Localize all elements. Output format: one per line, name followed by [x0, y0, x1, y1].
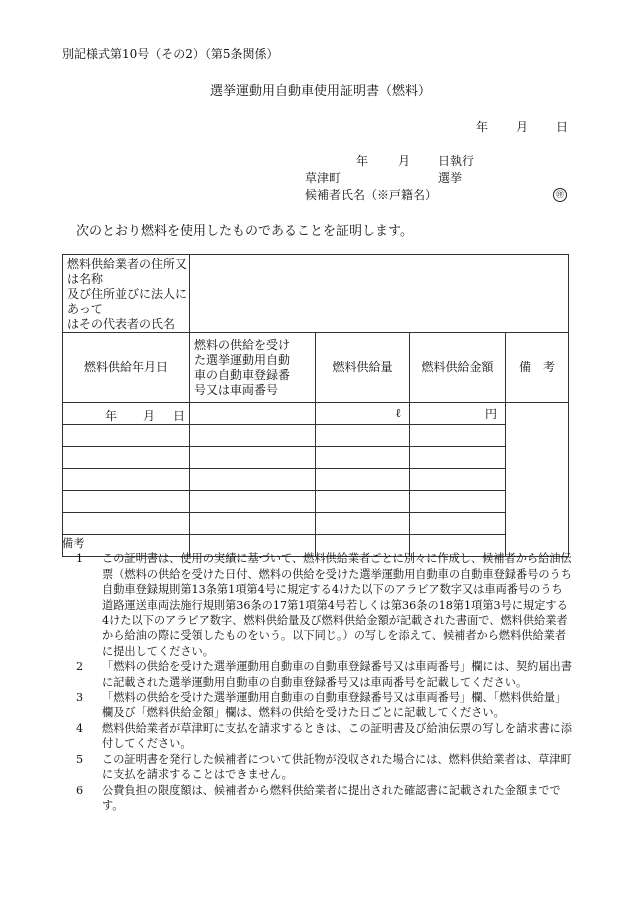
note-number: 1: [76, 552, 84, 566]
header-vehicle: [190, 333, 316, 403]
header-amount: 燃料供給金額: [410, 333, 506, 403]
row-month: 月: [143, 409, 156, 423]
header-vehicle-line: 燃料の供給を受け: [194, 337, 291, 352]
election-town: 草津町: [305, 171, 342, 185]
supplier-label-line: 燃料供給業者の住所又は名称: [67, 257, 188, 286]
note-text: この証明書は、使用の実績に基づいて、燃料供給業者ごとに別々に作成し、候補者から給油伝票（燃料の供給を受けた日付、燃料の供給を受けた選挙運動用自動車の自動車登録番号のうち自動車登録規則第13条第1項第4号に規定する4けた以下のアラビア数字又は車両番号のうち道路運送車両法施行規則第36条の17第1項第4号若しくは第36条の18第1項第3号に規定する4けた以下のアラビア数字、燃料供給量及び燃料供給金額が記載された書面で、燃料供給業者から給油の際に受領したものをいう。以下同じ。）の写しを添えて、候補者から燃料供給業者に提出してください。: [102, 552, 572, 658]
note-item: [62, 659, 572, 690]
date-cell[interactable]: [63, 513, 190, 535]
supplier-label-line: はその代表者の氏名: [67, 317, 176, 331]
quantity-cell[interactable]: [316, 403, 410, 425]
supplier-row: [63, 255, 569, 333]
notes-section: [62, 536, 572, 813]
date-day: 日: [556, 120, 569, 134]
header-remarks: 備 考: [506, 333, 569, 403]
table-row: [63, 447, 569, 469]
note-item: [62, 783, 572, 814]
header-row: [63, 333, 569, 403]
form-number: 別記様式第10号（その2）（第5条関係）: [62, 47, 279, 61]
vehicle-cell[interactable]: [190, 425, 316, 447]
note-item: [62, 551, 572, 659]
vehicle-cell[interactable]: [190, 513, 316, 535]
row-day: 日: [173, 409, 186, 423]
page-title: 選挙運動用自動車使用証明書（燃料）: [210, 84, 432, 99]
amount-cell[interactable]: [410, 447, 506, 469]
remarks-cell[interactable]: [506, 403, 569, 557]
date-cell[interactable]: [63, 425, 190, 447]
supplier-value[interactable]: [190, 255, 569, 333]
yen-unit: 円: [484, 407, 497, 421]
election-month: 月: [398, 154, 411, 168]
table-row: [63, 491, 569, 513]
table-row: [63, 425, 569, 447]
header-vehicle-line: た選挙運動用自動: [194, 352, 291, 367]
liter-unit: ℓ: [395, 406, 401, 420]
election-word: 選挙: [438, 171, 463, 185]
quantity-cell[interactable]: [316, 447, 410, 469]
election-year: 年: [356, 154, 369, 168]
note-text: この証明書を発行した候補者について供託物が没収された場合には、燃料供給業者は、草津町に支払を請求することはできません。: [102, 752, 572, 782]
table-row: [63, 513, 569, 535]
quantity-cell[interactable]: [316, 513, 410, 535]
fuel-table: [62, 254, 569, 557]
vehicle-cell[interactable]: [190, 403, 316, 425]
note-number: 6: [76, 783, 84, 797]
date-cell[interactable]: [63, 447, 190, 469]
note-text: 「燃料の供給を受けた選挙運動用自動車の自動車登録番号又は車両番号」欄、「燃料供給量」欄及び「燃料供給金額」欄は、燃料の供給を受けた日ごとに記載してください。: [102, 691, 567, 720]
date-year: 年: [476, 120, 489, 134]
note-number: 3: [76, 691, 84, 705]
vehicle-cell[interactable]: [190, 447, 316, 469]
note-text: 燃料供給業者が草津町に支払を請求するときは、この証明書及び給油伝票の写しを請求書に添付してください。: [102, 721, 572, 751]
note-item: [62, 721, 572, 752]
quantity-cell[interactable]: [316, 469, 410, 491]
quantity-cell[interactable]: [316, 491, 410, 513]
supplier-label-line: 及び住所並びに法人にあって: [67, 287, 188, 316]
header-vehicle-line: 車の自動車登録番: [194, 367, 291, 382]
seal-icon: ㊞: [553, 186, 567, 202]
note-number: 4: [76, 721, 84, 735]
election-held: 日執行: [438, 154, 475, 168]
date-month: 月: [516, 120, 529, 134]
statement: 次のとおり燃料を使用したものであることを証明します。: [76, 224, 413, 239]
note-item: [62, 690, 572, 721]
date-cell[interactable]: [63, 469, 190, 491]
quantity-cell[interactable]: [316, 425, 410, 447]
amount-cell[interactable]: [410, 513, 506, 535]
header-quantity: 燃料供給量: [316, 333, 410, 403]
note-text: 「燃料の供給を受けた選挙運動用自動車の自動車登録番号又は車両番号」欄には、契約届出書に記載された選挙運動用自動車の自動車登録番号又は車両番号を記載してください。: [102, 660, 572, 689]
row-year: 年: [105, 409, 118, 423]
amount-cell[interactable]: [410, 403, 506, 425]
candidate-name-label: 候補者氏名（※戸籍名）: [305, 188, 438, 202]
header-date: 燃料供給年月日: [63, 333, 190, 403]
table-row: [63, 469, 569, 491]
note-text: 公費負担の限度額は、候補者から燃料供給業者に提出された確認書に記載された金額までです。: [102, 783, 561, 812]
amount-cell[interactable]: [410, 469, 506, 491]
header-vehicle-line: 号又は車両番号: [194, 382, 279, 397]
supplier-label: [63, 255, 190, 333]
amount-cell[interactable]: [410, 425, 506, 447]
vehicle-cell[interactable]: [190, 469, 316, 491]
note-number: 2: [76, 660, 84, 674]
table-row: [63, 403, 569, 425]
note-number: 5: [76, 752, 84, 766]
date-cell[interactable]: [63, 491, 190, 513]
amount-cell[interactable]: [410, 491, 506, 513]
vehicle-cell[interactable]: [190, 491, 316, 513]
date-cell[interactable]: [63, 403, 190, 425]
notes-heading: 備考: [62, 537, 85, 550]
note-item: [62, 752, 572, 783]
